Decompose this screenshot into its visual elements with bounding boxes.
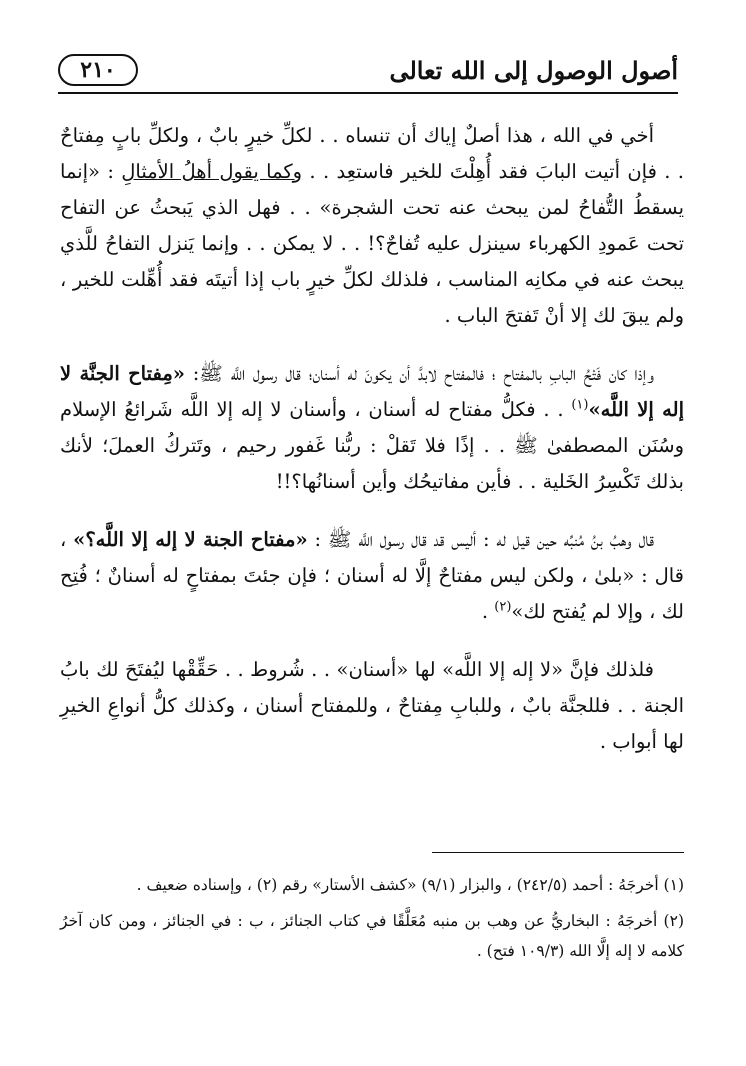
footnotes [60,870,684,972]
footnote-divider [432,852,684,853]
footnote-ref-1[interactable]: (١) [571,397,589,413]
footnote-2: (٢) أخرجَهُ : البخاريُّ عن وهب بن منبه مُعَلَّقًا في كتاب الجنائز ، ب : في الجنائز ، ومن كان آخرُ كلامه لا إله إلَّا الله (١٠٩/٣ فتح) . [60,912,684,960]
running-title: أصول الوصول إلى الله تعالى [389,56,678,85]
page-header [58,50,678,94]
paragraph-1-text-a: أخي في الله ، هذا أصلٌ إياك أن تنساه . . لكلِّ خيرٍ بابٌ ، ولكلِّ بابٍ مِفتاحٌ . . فإن أتيت البابَ فقد أُهِلْتَ للخير فاستعِد . . [60,124,684,183]
paragraph-3-text-a: قال وهبُ بنُ مُنبِّه حين قيل له : أليس قد قال رسول اللَّه ﷺ : [307,528,655,551]
paragraph-3-text-b: ، قال : «بلىٰ ، ولكن ليس مفتاحٌ إلَّا له أسنان ؛ فإن جئتَ بمفتاحٍ له أسنانٌ ؛ فُتِح لك ، وإلا لم يُفتح لك» [60,528,684,623]
paragraph-2-text-b: . . فكلُّ مفتاح له أسنان ، وأسنان لا إله إلا اللَّه شَرائعُ الإسلام وسُنَن المصطفىٰ ﷺ . . إذًا فلا تَقلْ : ربُّنا غَفور رحيم ، وتَتركُ العملَ؛ لأنك بذلك تَكْسِرُ الخَلية . . فأين مفاتيحُك وأين أسنانُها؟!! [60,398,684,493]
paragraph-4-text: فلذلك فإنَّ «لا إله إلا اللَّه» لها «أسنان» . . شُروط . . حَقِّقْها ليُفتَحَ لك بابُ الجنة . . فللجنَّة بابٌ ، وللبابِ مِفتاحٌ ، وللمفتاح أسنان ، وكذلك كلُّ أنواعِ الخيرِ لها أبواب . [60,658,684,753]
paragraph-1 [60,118,684,334]
hadith-quote: «مِفتاح الجنَّة لا إله إلا اللَّه» [60,362,684,421]
hadith-quote-2: «مفتاح الجنة لا إله إلا اللَّه؟» [73,528,308,551]
paragraph-2-text-a: وإذا كان فَتْحُ البابِ بالمفتاح ؛ فالمفتاح لابدَّ أن يكونَ له أسنان؛ قال رسول اللَّه ﷺ: [184,362,654,385]
footnote-1: (١) أخرجَهُ : أحمد (٢٤٢/٥) ، والبزار (٩/١) «كشف الأستار» رقم (٢) ، وإسناده ضعيف . [136,876,684,894]
paragraph-3 [60,522,684,630]
underlined-phrase: وكما يقول أهلُ الأمثالِ [121,160,303,183]
page-body [60,118,684,768]
paragraph-1-text-b: : «إنما يسقطُ التُّفاحُ لمن يبحث عنه تحت الشجرة» . . فهل الذي يَبحثُ عن التفاح تحت عَمودِ الكهرباء سينزل عليه تُفاحٌ؟! . . لا يمكن . . وإنما يَنزل التفاحُ للَّذي يبحث عنه في مكانِه المناسب ، فلذلك لكلِّ خيرٍ باب إذا أتيتَه فقد أُهِّلت للخير ، ولم يبقَ لك إلا أنْ تَفتحَ الباب . [60,160,684,327]
paragraph-3-text-c: . [481,600,495,623]
footnote-ref-2[interactable]: (٢) [494,599,512,615]
page-number-badge: ٢١٠ [58,54,138,86]
paragraph-2 [60,356,684,500]
paragraph-4 [60,652,684,760]
